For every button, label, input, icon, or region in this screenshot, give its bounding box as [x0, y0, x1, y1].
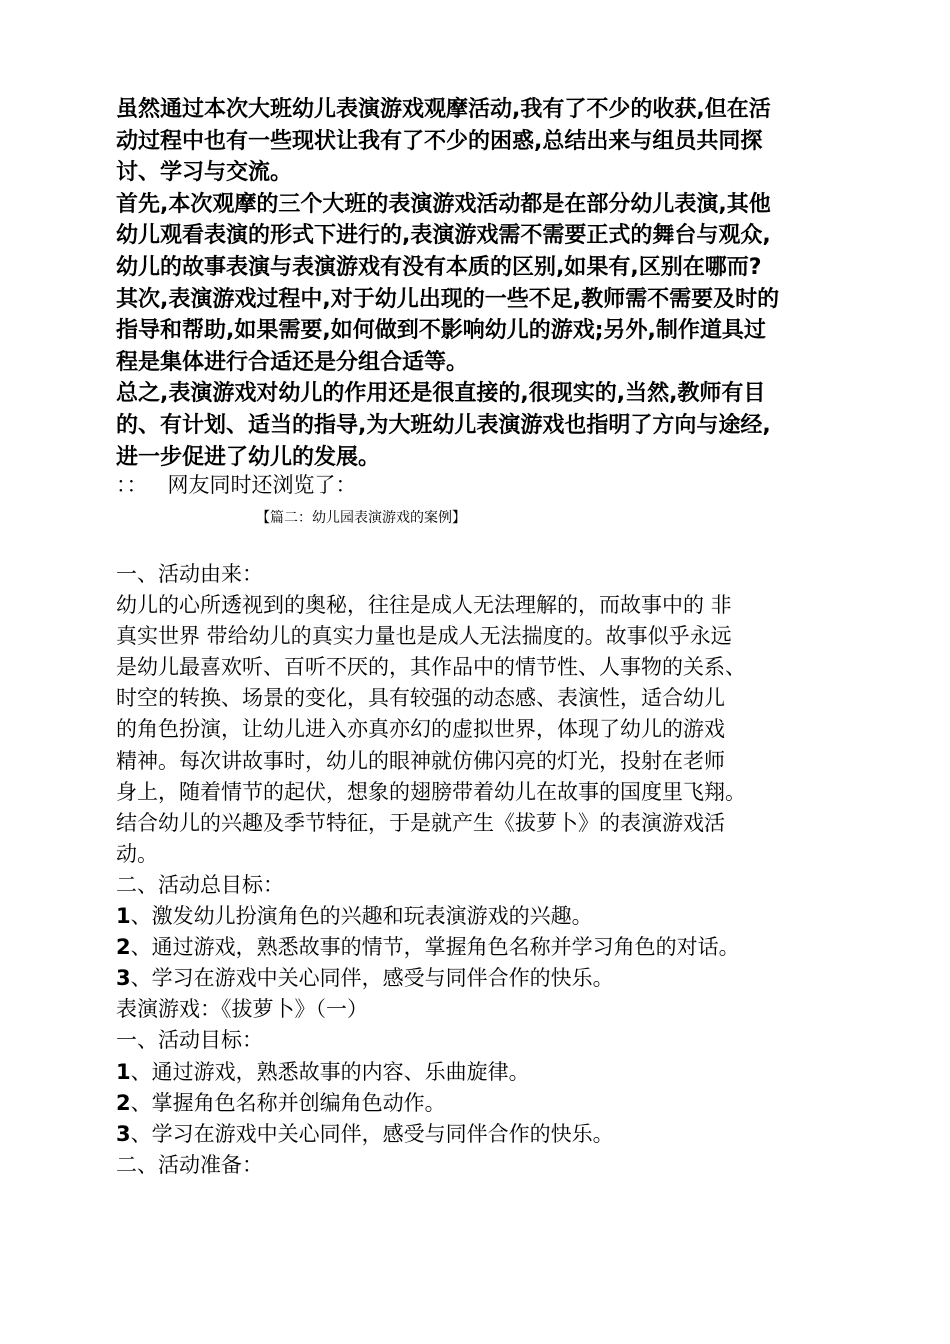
- target-item: [116, 1119, 836, 1150]
- reflection-section: [116, 94, 836, 473]
- game-title: 表演游戏：《拔萝卜》（一）: [116, 997, 368, 1022]
- origin-line: 幼儿的心所透视到的奥秘，往往是成人无法理解的，而故事中的 非: [116, 593, 732, 618]
- reflection-line: 总之,表演游戏对幼儿的作用还是很直接的,很现实的,当然,教师有目: [116, 381, 766, 407]
- reflection-line: 其次,表演游戏过程中,对于幼儿出现的一些不足,教师需不需要及时的: [116, 286, 780, 312]
- reflection-line: 程是集体进行合适还是分组合适等。: [116, 349, 469, 375]
- reflection-line: 指导和帮助,如果需要,如何做到不影响幼儿的游戏;另外,制作道具过: [116, 318, 766, 344]
- reflection-line: 的、有计划、适当的指导,为大班幼儿表演游戏也指明了方向与途经,: [116, 412, 771, 438]
- origin-line: 真实世界 带给幼儿的真实力量也是成人无法揣度的。故事似乎永远: [116, 624, 732, 649]
- reflection-line: 动过程中也有一些现状让我有了不少的困惑,总结出来与组员共同探: [116, 128, 763, 154]
- reflection-line: 进一步促进了幼儿的发展。: [116, 444, 381, 470]
- target-text: 、学习在游戏中关心同伴，感受与同伴合作的快乐。: [130, 1121, 614, 1146]
- related-link[interactable]: 网友同时还浏览了：: [167, 473, 357, 497]
- goal-number: 2: [116, 935, 131, 960]
- related-prefix: ：：: [116, 473, 148, 497]
- goal-item: [116, 901, 836, 932]
- reflection-line: 虽然通过本次大班幼儿表演游戏观摩活动,我有了不少的收获,但在活: [116, 97, 771, 122]
- section-subtitle: 【篇二：幼儿园表演游戏的案例】: [256, 510, 466, 526]
- origin-line: 身上，随着情节的起伏，想象的翅膀带着幼儿在故事的国度里飞翔。: [116, 779, 746, 804]
- target-number: 1: [116, 1059, 131, 1084]
- goal-text: 、通过游戏，熟悉故事的情节，掌握角色名称并学习角色的对话。: [130, 935, 740, 960]
- target-item: [116, 1088, 836, 1119]
- origin-line: 时空的转换、场景的变化，具有较强的动态感、表演性，适合幼儿: [116, 686, 725, 711]
- goal-heading: 二、活动总目标：: [116, 872, 284, 897]
- goal-text: 、学习在游戏中关心同伴，感受与同伴合作的快乐。: [130, 966, 614, 991]
- goal-number: 1: [116, 904, 131, 929]
- case-section: [116, 559, 836, 1181]
- origin-heading: 一、活动由来：: [116, 562, 263, 586]
- reflection-line: 幼儿的故事表演与表演游戏有没有本质的区别,如果有,区别在哪而?: [116, 254, 762, 280]
- origin-line: 动。: [116, 841, 158, 866]
- target-text: 、掌握角色名称并创编角色动作。: [130, 1090, 446, 1115]
- target-heading: 一、活动目标：: [116, 1028, 263, 1053]
- reflection-line: 幼儿观看表演的形式下进行的,表演游戏需不需要正式的舞台与观众,: [116, 223, 771, 249]
- origin-line: 是幼儿最喜欢听、百听不厌的，其作品中的情节性、人事物的关系、: [116, 655, 746, 680]
- goal-item: [116, 963, 836, 994]
- target-item: [116, 1057, 836, 1088]
- reflection-line: 首先,本次观摩的三个大班的表演游戏活动都是在部分幼儿表演,其他: [116, 191, 771, 217]
- goal-text: 、激发幼儿扮演角色的兴趣和玩表演游戏的兴趣。: [130, 904, 593, 929]
- target-number: 3: [116, 1121, 131, 1146]
- goal-item: [116, 932, 836, 963]
- reflection-line: 讨、学习与交流。: [116, 160, 293, 186]
- origin-line: 结合幼儿的兴趣及季节特征，于是就产生《拔萝卜》的表演游戏活: [116, 810, 725, 835]
- goal-number: 3: [116, 966, 131, 991]
- origin-line: 精神。每次讲故事时，幼儿的眼神就仿佛闪亮的灯光，投射在老师: [116, 748, 725, 773]
- origin-line: 的角色扮演，让幼儿进入亦真亦幻的虚拟世界，体现了幼儿的游戏: [116, 717, 725, 742]
- prep-heading: 二、活动准备：: [116, 1152, 263, 1177]
- target-number: 2: [116, 1090, 131, 1115]
- target-text: 、通过游戏，熟悉故事的内容、乐曲旋律。: [130, 1059, 530, 1084]
- related-articles-line: [116, 470, 836, 500]
